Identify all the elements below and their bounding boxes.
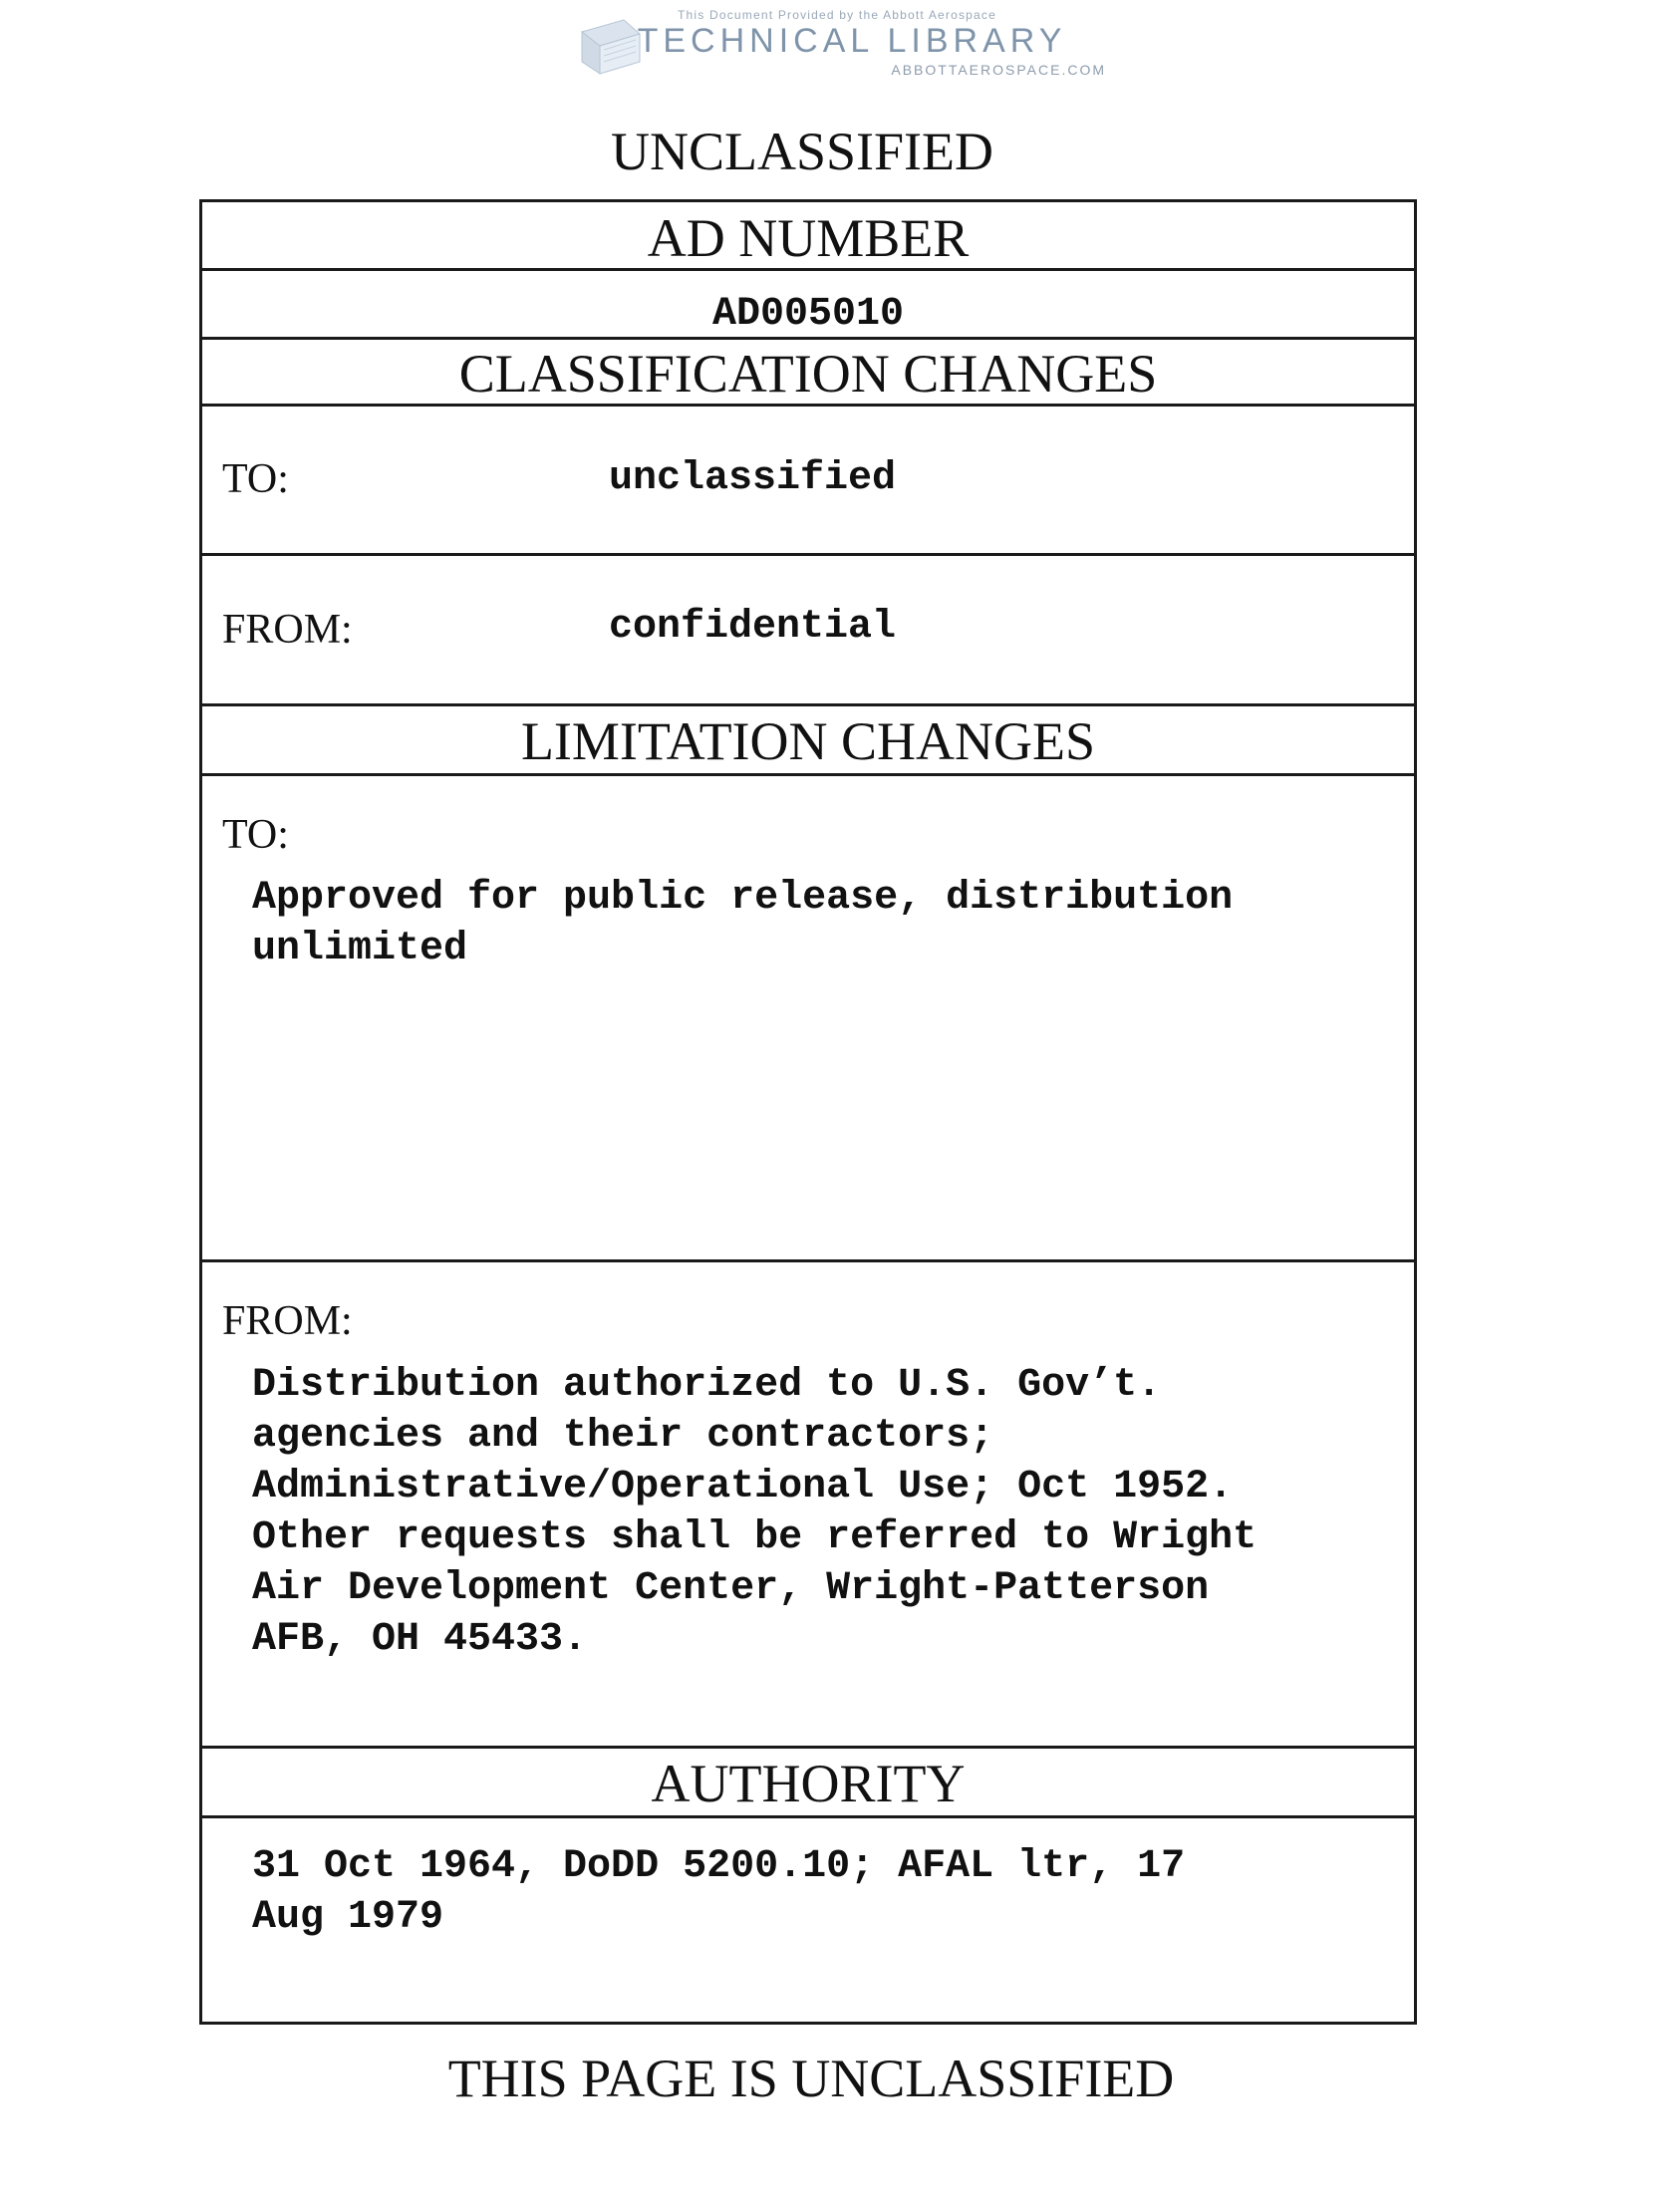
watermark-provider-line: This Document Provided by the Abbott Aerospace [677,8,997,22]
divider [202,1746,1414,1749]
ad-number-heading: AD NUMBER [647,208,970,268]
divider [202,773,1414,776]
divider [202,337,1414,340]
classification-to-label: TO: [222,456,289,502]
limitation-from-text: Distribution authorized to U.S. Gov’t. agencies and their contractors; Administrative/Operational Use; Oct 1952. Other requests shall be referred to Wright Air Development Center, Wright-Patterson AFB, OH 45433. [252,1363,1258,1662]
limitation-to-text: Approved for public release, distribution unlimited [252,876,1234,971]
divider [202,404,1414,407]
limitation-from-label: FROM: [222,1298,353,1344]
bottom-classification-marking: THIS PAGE IS UNCLASSIFIED [447,2049,1175,2108]
classification-from-label: FROM: [222,607,353,653]
classification-from-value: confidential [609,605,897,650]
divider [202,1259,1414,1262]
divider [202,268,1414,271]
top-classification-marking: UNCLASSIFIED [610,122,994,181]
divider [202,1815,1414,1818]
limitation-to-label: TO: [222,812,289,858]
watermark-website: ABBOTTAEROSPACE.COM [891,62,1106,78]
divider [202,553,1414,556]
ad-number-value: AD005010 [711,292,905,337]
watermark-library-title: TECHNICAL LIBRARY [637,22,1067,60]
limitation-changes-heading: LIMITATION CHANGES [520,711,1096,771]
authority-text: 31 Oct 1964, DoDD 5200.10; AFAL ltr, 17 Aug 1979 [252,1844,1186,1940]
document-control-form [199,199,1417,2025]
library-watermark [568,2,1106,82]
divider [202,703,1414,706]
authority-heading: AUTHORITY [651,1754,966,1813]
classification-to-value: unclassified [609,456,897,501]
classification-changes-heading: CLASSIFICATION CHANGES [458,344,1158,404]
